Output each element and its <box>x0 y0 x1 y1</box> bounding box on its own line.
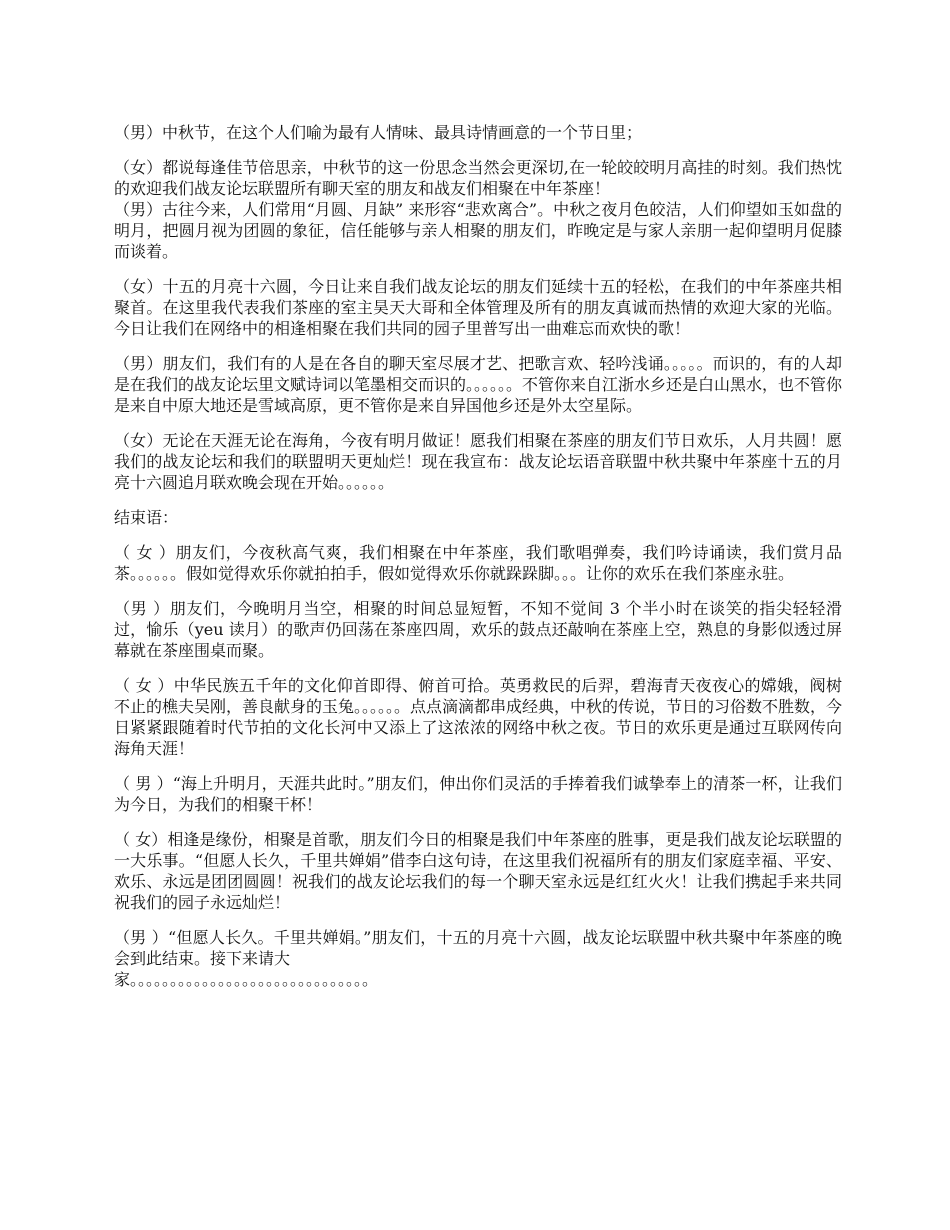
paragraph-opening-female: （女）都说每逢佳节倍思亲，中秋节的这一份思念当然会更深切,在一轮皎皎明月高挂的时刻。我们热忱的欢迎我们战友论坛联盟所有聊天室的朋友和战友们相聚在中年茶座！ <box>114 158 842 198</box>
paragraph-female-welcome: （女）十五的月亮十六圆，今日让来自我们战友论坛的朋友们延续十五的轻松，在我们的中年茶座共相聚首。在这里我代表我们茶座的室主昊天大哥和全体管理及所有的朋友真诚而热情的欢迎大家的光临。今日让我们在网络中的相逢相聚在我们共同的园子里普写出一曲难忘而欢快的歌！ <box>114 277 842 338</box>
paragraph-closing-male: （男 ）朋友们，今晚明月当空，相聚的时间总显短暂，不知不觉间 3 个半小时在谈笑的指尖轻轻滑过，愉乐（yeu 读月）的歌声仍回荡在茶座四周，欢乐的鼓点还敲响在茶座上空，熟息的身影似透过屏幕就在茶座围桌而聚。 <box>114 599 842 660</box>
paragraph-opening-male: （男）中秋节，在这个人们喻为最有人情味、最具诗情画意的一个节日里； <box>114 123 643 142</box>
paragraph-final-male: （男 ）“但愿人长久。千里共婵娟。”朋友们，十五的月亮十六圆，战友论坛联盟中秋共聚中年茶座的晚会到此结束。接下来请大 <box>114 928 842 968</box>
paragraph-closing-blessing: （ 女）相逢是缘份，相聚是首歌，朋友们今日的相聚是我们中年茶座的胜事，更是我们战友论坛联盟的一大乐事。“但愿人长久，千里共婵娟”借李白这句诗，在这里我们祝福所有的朋友们家庭幸福、平安、欢乐、永远是团团圆圆！祝我们的战友论坛我们的每一个聊天室永远是红红火火！让我们携起手来共同祝我们的园子永远灿烂！ <box>114 830 842 912</box>
closing-heading: 结束语： <box>114 508 179 527</box>
paragraph-final-ending: 家。。。。。。。。。。。。。。。。。。。。。。。。。。。。。。 <box>114 970 379 989</box>
document-body <box>114 122 842 1004</box>
paragraph-male-moon: （男）古往今来，人们常用“月圆、月缺” 来形容“悲欢离合”。中秋之夜月色皎洁，人们仰望如玉如盘的明月，把圆月视为团圆的象征，信任能够与亲人相聚的朋友们，昨晚定是与家人亲朋一起仰望明月促膝而谈着。 <box>114 200 842 261</box>
paragraph-female-announcement: （女）无论在天涯无论在海角，今夜有明月做证！愿我们相聚在茶座的朋友们节日欢乐，人月共圆！愿我们的战友论坛和我们的联盟明天更灿烂！现在我宣布：战友论坛语音联盟中秋共聚中年茶座十五的月亮十六圆追月联欢晚会现在开始。。。。。。 <box>114 431 842 492</box>
paragraph-closing-toast: （ 男 ）“海上升明月，天涯共此时。”朋友们，伸出你们灵活的手捧着我们诚挚奉上的清茶一杯，让我们为今日，为我们的相聚干杯！ <box>114 774 842 814</box>
paragraph-closing-female: （ 女 ）朋友们，今夜秋高气爽，我们相聚在中年茶座，我们歌唱弹奏，我们吟诗诵读，我们赏月品茶。。。。。。假如觉得欢乐你就拍拍手，假如觉得欢乐你就跺跺脚。。。让你的欢乐在我们茶座永驻。 <box>114 543 842 583</box>
paragraph-male-friends: （男）朋友们，我们有的人是在各自的聊天室尽展才艺、把歌言欢、轻吟浅诵。。。。。而识的，有的人却是在我们的战友论坛里文赋诗词以笔墨相交而识的。。。。。。不管你来自江浙水乡还是白山黑水，也不管你是来自中原大地还是雪域高原，更不管你是来自异国他乡还是外太空星际。 <box>114 354 843 415</box>
paragraph-closing-culture: （ 女 ）中华民族五千年的文化仰首即得、俯首可拾。英勇救民的后羿，碧海青天夜夜心的嫦娥，阀树不止的樵夫吴刚，善良献身的玉兔。。。。。。点点滴滴都串成经典，中秋的传说，节日的习俗数不胜数，今日紧紧跟随着时代节拍的文化长河中又添上了这浓浓的网络中秋之夜。节日的欢乐更是通过互联网传向海角天涯！ <box>114 676 843 758</box>
